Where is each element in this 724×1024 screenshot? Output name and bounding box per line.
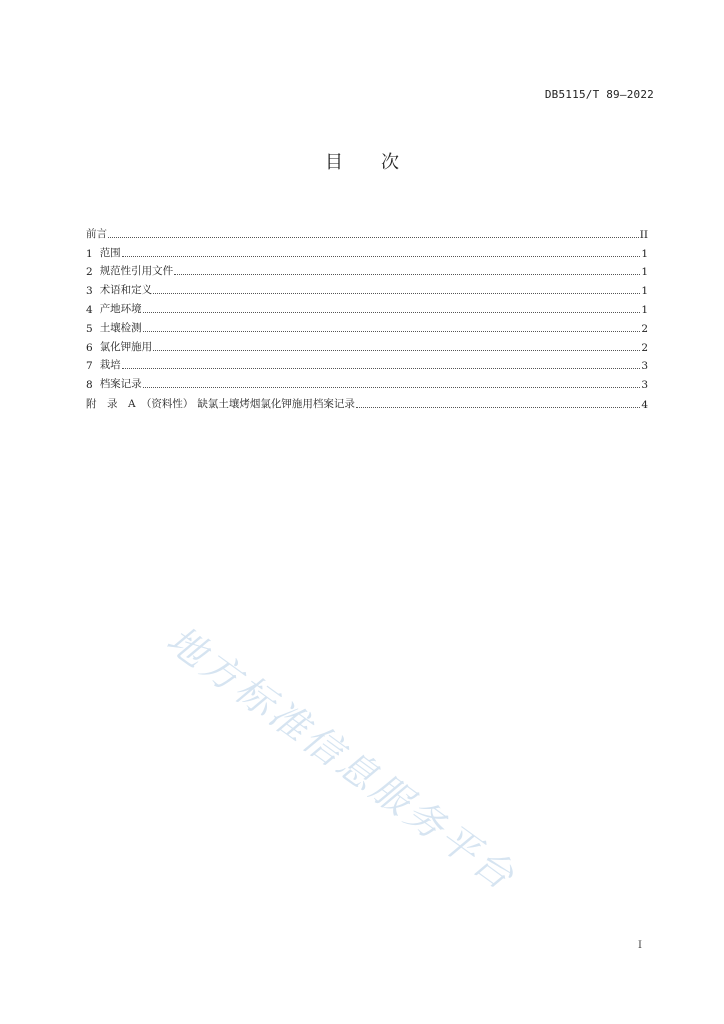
toc-entry-page: 3: [641, 360, 648, 373]
toc-entry-page: 2: [641, 341, 648, 354]
toc-entry-terms-definitions[interactable]: [86, 278, 648, 297]
toc-leader-dots: [153, 292, 640, 294]
toc-entry-number: 1: [86, 247, 93, 260]
page-title-char-2: 次: [381, 152, 399, 173]
page-title-char-1: 目: [325, 152, 343, 173]
toc-leader-dots: [143, 386, 641, 388]
toc-entry-page: 3: [641, 379, 648, 392]
toc-entry-page: 1: [641, 303, 648, 316]
watermark: 地方标准信息服务平台: [158, 617, 525, 900]
page-number: I: [638, 940, 642, 951]
toc-entry-number: 2: [86, 266, 93, 279]
toc-entry-kcl-application[interactable]: [86, 335, 648, 354]
toc-entry-cultivation[interactable]: [86, 354, 648, 373]
toc-entry-label: 范围: [99, 246, 121, 259]
toc-leader-dots: [108, 236, 639, 238]
toc-entry-label: 术语和定义: [99, 284, 153, 297]
table-of-contents: [86, 222, 648, 411]
toc-leader-dots: [153, 349, 640, 351]
toc-entry-number: 8: [86, 379, 93, 392]
toc-entry-normative-references[interactable]: [86, 260, 648, 279]
toc-entry-number: 3: [86, 285, 93, 298]
toc-entry-page: 2: [641, 322, 648, 335]
toc-entry-number: 6: [86, 341, 93, 354]
toc-entry-number: 附 录 A （资料性）: [86, 398, 194, 411]
toc-leader-dots: [122, 367, 641, 369]
toc-entry-label: 产地环境: [99, 302, 142, 315]
toc-entry-number: 7: [86, 360, 93, 373]
toc-entry-page: 1: [641, 247, 648, 260]
toc-leader-dots: [356, 406, 640, 408]
toc-entry-records[interactable]: [86, 372, 648, 391]
toc-entry-label: 前言: [86, 227, 107, 240]
toc-leader-dots: [143, 330, 641, 332]
toc-entry-label: 栽培: [99, 359, 121, 372]
toc-leader-dots: [122, 255, 641, 257]
toc-entry-page: 4: [641, 399, 648, 412]
page-title: [0, 148, 724, 174]
toc-entry-page: 1: [641, 285, 648, 298]
toc-entry-scope[interactable]: [86, 241, 648, 260]
toc-leader-dots: [174, 273, 640, 275]
toc-entry-label: 规范性引用文件: [99, 265, 174, 278]
toc-entry-page: II: [639, 228, 648, 241]
toc-entry-label: 缺氯土壤烤烟氯化钾施用档案记录: [197, 398, 355, 411]
toc-entry-label: 土壤检测: [99, 321, 142, 334]
toc-entry-production-environment[interactable]: [86, 297, 648, 316]
toc-entry-soil-testing[interactable]: [86, 316, 648, 335]
toc-entry-appendix-a[interactable]: [86, 391, 648, 411]
toc-entry-number: 5: [86, 322, 93, 335]
toc-entry-number: 4: [86, 303, 93, 316]
toc-entry-foreword[interactable]: [86, 222, 648, 241]
toc-entry-label: 氯化钾施用: [99, 340, 153, 353]
toc-leader-dots: [143, 311, 641, 313]
toc-entry-page: 1: [641, 266, 648, 279]
standard-code: DB5115/T 89—2022: [544, 88, 654, 101]
toc-entry-label: 档案记录: [99, 378, 142, 391]
